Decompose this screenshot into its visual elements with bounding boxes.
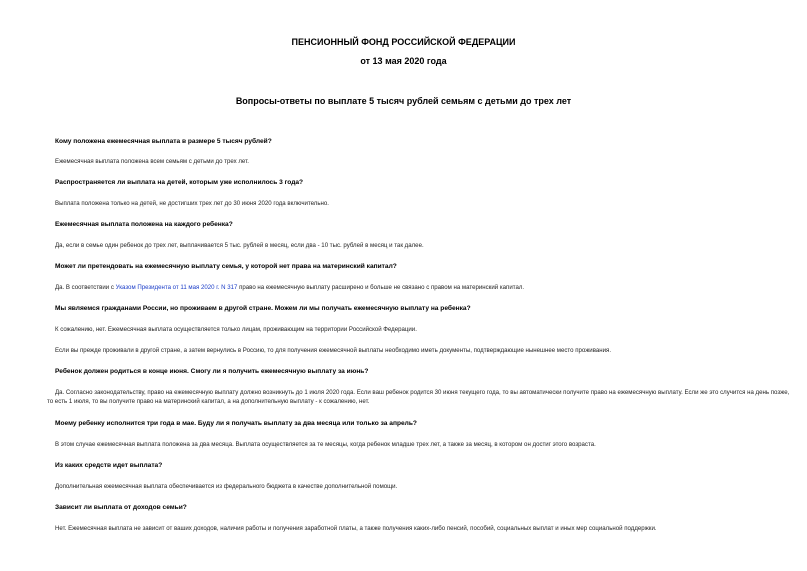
document-date: от 13 мая 2020 года [360, 56, 447, 66]
question-6: Ребенок должен родиться в конце июня. Смогу ли я получить ежемесячную выплату за июнь? [55, 368, 369, 375]
question-2: Распространяется ли выплата на детей, которым уже исполнилось 3 года? [55, 179, 304, 186]
presidential-decree-link[interactable]: Указом Президента от 11 мая 2020 г. N 317 [115, 284, 238, 291]
question-8: Из каких средств идет выплата? [55, 462, 163, 469]
answer-4-text-end: право на ежемесячную выплату расширено и больше не связано с правом на материнский капитал. [237, 284, 525, 291]
answer-5: К сожалению, нет. Ежемесячная выплата осуществляется только лицам, проживающим на территории Российской Федерации. [55, 326, 417, 333]
question-5: Мы являемся гражданами России, но проживаем в другой стране. Можем ли мы получать ежемесячную выплату на ребенка? [55, 305, 471, 312]
answer-4-text-start: Да. В соответствии с [55, 284, 116, 291]
answer-1: Ежемесячная выплата положена всем семьям с детьми до трех лет. [55, 158, 249, 165]
question-7: Моему ребенку исполнится три года в мае. Буду ли я получать выплату за два месяца или только за апрель? [55, 420, 417, 427]
question-1: Кому положена ежемесячная выплата в размере 5 тысяч рублей? [55, 138, 272, 145]
answer-7: В этом случае ежемесячная выплата положена за два месяца. Выплата осуществляется за те месяцы, когда ребенок младше трех лет, а также за месяц, в котором он достиг этого возраста. [55, 441, 596, 448]
answer-5-continued: Если вы прежде проживали в другой стране, а затем вернулись в Россию, то для получения ежемесячной выплаты необходимо иметь документы, подтверждающие нынешнее место проживания. [55, 347, 612, 354]
answer-3: Да, если в семье один ребенок до трех лет, выплачивается 5 тыс. рублей в месяц, если два - 10 тыс. рублей в месяц и так далее. [55, 242, 424, 249]
answer-4 [55, 283, 790, 292]
organization-title: ПЕНСИОННЫЙ ФОНД РОССИЙСКОЙ ФЕДЕРАЦИИ [291, 37, 516, 47]
page-title: Вопросы-ответы по выплате 5 тысяч рублей семьям с детьми до трех лет [235, 96, 572, 106]
question-4: Может ли претендовать на ежемесячную выплату семья, у которой нет права на материнский капитал? [55, 263, 397, 270]
answer-8: Дополнительная ежемесячная выплата обеспечивается из федерального бюджета в качестве дополнительной помощи. [55, 483, 398, 490]
answer-9: Нет. Ежемесячная выплата не зависит от ваших доходов, наличия работы и получения заработной платы, а также получения каких-либо пенсий, пособий, социальных выплат и иных мер социальной поддержки. [55, 525, 657, 532]
answer-2: Выплата положена только на детей, не достигших трех лет до 30 июня 2020 года включительно. [55, 200, 329, 207]
answer-6: Да. Согласно законодательству, право на ежемесячную выплату должно возникнуть до 1 июля 2020 года. Если ваш ребенок родится 30 июня текущего года, то вы автоматически получите право на ежемесячную выплату. Если же это случится на день позже, то есть 1 июля, то вы получите право на материнский капитал, а на дополнительную выплату - к сожалению, нет. [47, 389, 790, 406]
question-9: Зависит ли выплата от доходов семьи? [55, 504, 187, 511]
question-3: Ежемесячная выплата положена на каждого ребенка? [55, 221, 233, 228]
